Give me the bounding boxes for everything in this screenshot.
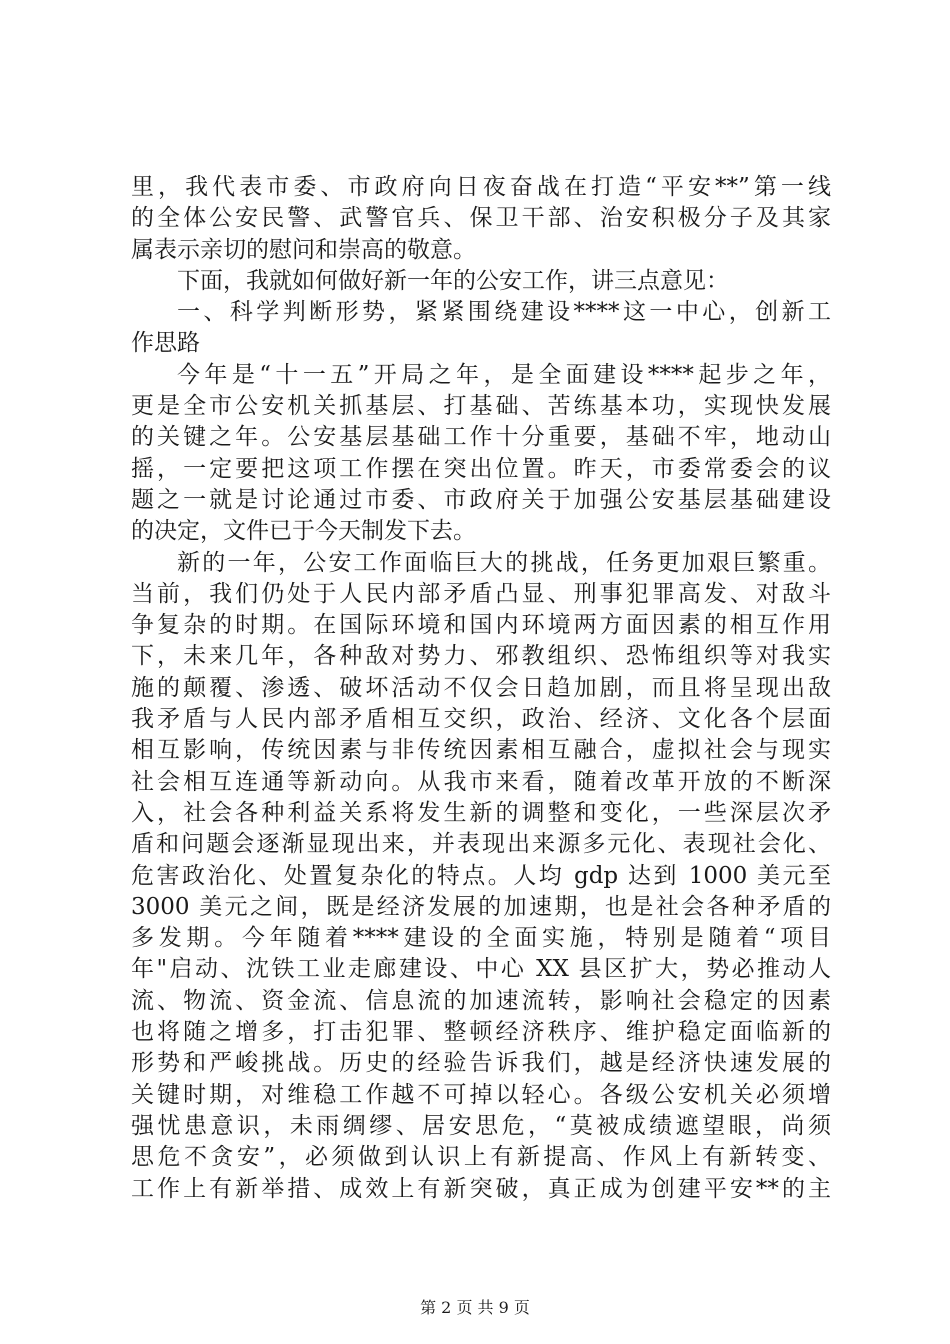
text-line: 入，社会各种利益关系将发生新的调整和变化，一些深层次矛 — [131, 799, 831, 826]
text-line: 题之一就是讨论通过市委、市政府关于加强公安基层基础建设 — [131, 486, 831, 513]
text-line: 也将随之增多，打击犯罪、整顿经济秩序、维护稳定面临新的 — [131, 1019, 831, 1046]
text-line: 盾和问题会逐渐显现出来，并表现出来源多元化、表现社会化、 — [131, 831, 831, 858]
text-line: 下，未来几年，各种敌对势力、邪教组织、恐怖组织等对我实 — [131, 643, 831, 670]
text-line: 多发期。今年随着****建设的全面实施，特别是随着“项目 — [131, 925, 831, 952]
text-line: 工作上有新举措、成效上有新突破，真正成为创建平安**的主 — [131, 1175, 831, 1202]
text-line: 关键时期，对维稳工作越不可掉以轻心。各级公安机关必须增 — [131, 1081, 831, 1108]
text-line: 强忧患意识，未雨绸缪、居安思危，“莫被成绩遮望眼，尚须 — [131, 1112, 831, 1139]
text-line: 一、科学判断形势，紧紧围绕建设****这一中心，创新工 — [177, 299, 831, 326]
text-line: 年"启动、沈铁工业走廊建设、中心 XX 县区扩大，势必推动人 — [131, 956, 831, 983]
text-line: 3000 美元之间，既是经济发展的加速期，也是社会各种矛盾的 — [131, 893, 831, 920]
text-line: 争复杂的时期。在国际环境和国内环境两方面因素的相互作用 — [131, 612, 831, 639]
text-line: 下面，我就如何做好新一年的公安工作，讲三点意见： — [177, 267, 729, 294]
text-line: 相互影响，传统因素与非传统因素相互融合，虚拟社会与现实 — [131, 737, 831, 764]
document-body — [131, 172, 831, 1205]
text-line: 作思路 — [131, 330, 200, 357]
text-line: 社会相互连通等新动向。从我市来看，随着改革开放的不断深 — [131, 768, 831, 795]
text-line: 属表示亲切的慰问和崇高的敬意。 — [131, 236, 476, 263]
text-line: 流、物流、资金流、信息流的加速流转，影响社会稳定的因素 — [131, 987, 831, 1014]
text-line: 的决定，文件已于今天制发下去。 — [131, 518, 476, 545]
text-line: 形势和严峻挑战。历史的经验告诉我们，越是经济快速发展的 — [131, 1050, 831, 1077]
text-line: 我矛盾与人民内部矛盾相互交织，政治、经济、文化各个层面 — [131, 706, 831, 733]
text-line: 的关键之年。公安基层基础工作十分重要，基础不牢，地动山 — [131, 424, 831, 451]
text-line: 今年是“十一五”开局之年，是全面建设****起步之年， — [177, 361, 831, 388]
text-line: 思危不贪安”，必须做到认识上有新提高、作风上有新转变、 — [131, 1144, 831, 1171]
text-line: 摇，一定要把这项工作摆在突出位置。昨天，市委常委会的议 — [131, 455, 831, 482]
text-line: 新的一年，公安工作面临巨大的挑战，任务更加艰巨繁重。 — [177, 549, 831, 576]
text-line: 当前，我们仍处于人民内部矛盾凸显、刑事犯罪高发、对敌斗 — [131, 580, 831, 607]
page-footer: 第 2 页 共 9 页 — [420, 1298, 530, 1317]
text-line: 更是全市公安机关抓基层、打基础、苦练基本功，实现快发展 — [131, 393, 831, 420]
text-line: 施的颠覆、渗透、破坏活动不仅会日趋加剧，而且将呈现出敌 — [131, 674, 831, 701]
text-line: 里，我代表市委、市政府向日夜奋战在打造“平安**”第一线 — [131, 174, 831, 200]
text-line: 危害政治化、处置复杂化的特点。人均 gdp 达到 1000 美元至 — [131, 862, 831, 889]
text-line: 的全体公安民警、武警官兵、保卫干部、治安积极分子及其家 — [131, 205, 831, 232]
